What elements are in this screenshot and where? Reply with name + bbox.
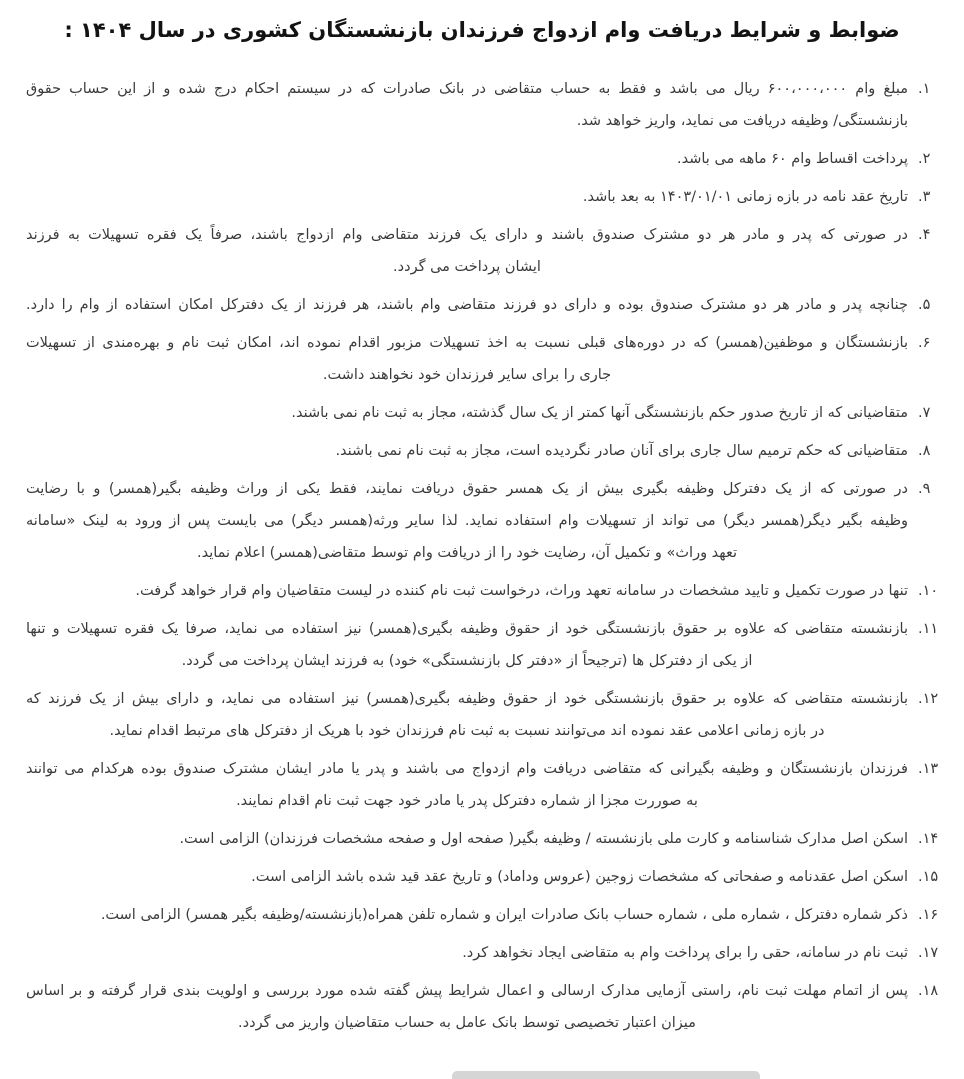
item-text xyxy=(26,575,908,607)
item-number: ۱۶. xyxy=(918,907,939,923)
item-text xyxy=(26,975,908,1039)
list-item xyxy=(26,289,944,321)
item-line: چنانچه پدر و مادر هر دو مشترک صندوق بوده و دارای دو فرزند متقاضی وام باشند، هر فرزند از یک دفترکل امکان استفاده از وام را دارد. xyxy=(26,297,908,313)
item-line: مبلغ وام ۶۰۰،۰۰۰،۰۰۰ ریال می باشد و فقط به حساب متقاضی در بانک صادرات که در سیستم احکام درج شده و از این حساب حقوق xyxy=(26,81,908,97)
item-line: اسکن اصل عقدنامه و صفحاتی که مشخصات زوجین (عروس وداماد) و تاریخ عقد قید شده باشد الزامی است. xyxy=(251,869,908,885)
item-text xyxy=(26,753,908,817)
item-number: ۶. xyxy=(918,335,931,351)
item-line: از یکی از دفترکل ها (ترجیحاً از «دفتر کل بازنشستگی» خود) به فرزند ایشان پرداخت می گردد. xyxy=(181,653,753,669)
item-number: ۳. xyxy=(918,189,931,205)
item-number: ۱۱. xyxy=(918,621,939,637)
item-text xyxy=(26,937,908,969)
list-item xyxy=(26,899,944,931)
list-item xyxy=(26,683,944,747)
item-line: تنها در صورت تکمیل و تایید مشخصات در سامانه تعهد وراث، درخواست ثبت نام کننده در لیست متقاضیان وام قرار خواهد گرفت. xyxy=(135,583,908,599)
item-line: ذکر شماره دفترکل ، شماره ملی ، شماره حساب بانک صادرات ایران و شماره تلفن همراه(بازنشسته/وظیفه بگیر همسر) الزامی است. xyxy=(100,907,908,923)
list-item xyxy=(26,73,944,137)
item-line: بازنشسته متقاضی که علاوه بر حقوق بازنشستگی خود از حقوق وظیفه بگیری(همسر) نیز استفاده می نماید، و دارای بیش از یک فرزند که xyxy=(26,691,908,707)
item-line: ثبت نام در سامانه، حقی را برای پرداخت وام به متقاضی ایجاد نخواهد کرد. xyxy=(462,945,908,961)
page-title: ضوابط و شرایط دریافت وام ازدواج فرزندان بازنشستگان کشوری در سال ۱۴۰۴ : xyxy=(64,18,900,42)
list-item xyxy=(26,575,944,607)
item-line: در بازه زمانی اعلامی عقد نموده اند می‌توانند نسبت به ثبت نام فرزندان خود با هریک از دفترکل های مرتبط اقدام نماید. xyxy=(109,723,825,739)
list-item xyxy=(26,823,944,855)
item-number: ۱۲. xyxy=(918,691,939,707)
item-number: ۱۸. xyxy=(918,983,939,999)
list-item xyxy=(26,143,944,175)
list-item xyxy=(26,861,944,893)
list-item xyxy=(26,937,944,969)
item-line: پرداخت اقساط وام ۶۰ ماهه می باشد. xyxy=(677,151,908,167)
item-text xyxy=(26,823,908,855)
item-line: در صورتی که از یک دفترکل وظیفه بگیری بیش از یک همسر حقوق دریافت نمایند، فقط یکی از وراث وظیفه بگیر(همسر) و با رضایت xyxy=(26,481,908,497)
bottom-gray-bar xyxy=(452,1071,760,1079)
item-number: ۷. xyxy=(918,405,931,421)
list-item xyxy=(26,473,944,569)
item-line: در صورتی که پدر و مادر هر دو مشترک صندوق باشند و دارای یک فرزند متقاضی وام ازدواج باشند، صرفاً یک فقره تسهیلات به فرزند xyxy=(26,227,908,243)
item-number: ۱۴. xyxy=(918,831,939,847)
item-text xyxy=(26,73,908,137)
item-text xyxy=(26,397,908,429)
list-item xyxy=(26,753,944,817)
list-item xyxy=(26,613,944,677)
item-line: بازنشسته متقاضی که علاوه بر حقوق بازنشستگی خود از حقوق وظیفه بگیری(همسر) نیز استفاده می نماید، صرفا یک فقره تسهیلات و تنها xyxy=(26,621,908,637)
item-line: تعهد وراث» و تکمیل آن، رضایت خود را از دریافت وام توسط متقاضی(همسر) اعلام نماید. xyxy=(196,545,738,561)
item-text xyxy=(26,473,908,569)
item-number: ۱۷. xyxy=(918,945,939,961)
item-line: متقاضیانی که از تاریخ صدور حکم بازنشستگی آنها کمتر از یک سال گذشته، مجاز به ثبت نام نمی باشند. xyxy=(291,405,908,421)
item-line: تاریخ عقد نامه در بازه زمانی ۱۴۰۳/۰۱/۰۱ به بعد باشد. xyxy=(582,189,908,205)
item-text xyxy=(26,181,908,213)
item-number: ۱۵. xyxy=(918,869,939,885)
item-line: بازنشستگان و موظفین(همسر) که در دوره‌های قبلی نسبت به اخذ تسهیلات مزبور اقدام نموده اند، امکان ثبت نام و بهره‌مندی از تسهیلات xyxy=(26,335,908,351)
list-item xyxy=(26,435,944,467)
item-text xyxy=(26,327,908,391)
item-text xyxy=(26,899,908,931)
item-number: ۴. xyxy=(918,227,931,243)
list-item xyxy=(26,975,944,1039)
item-number: ۵. xyxy=(918,297,931,313)
item-text xyxy=(26,289,908,321)
rules-list xyxy=(0,73,964,1039)
item-text xyxy=(26,861,908,893)
list-item xyxy=(26,397,944,429)
list-item xyxy=(26,181,944,213)
item-number: ۹. xyxy=(918,481,931,497)
list-item xyxy=(26,219,944,283)
item-number: ۱۰. xyxy=(918,583,939,599)
item-number: ۲. xyxy=(918,151,931,167)
item-text xyxy=(26,219,908,283)
item-number: ۸. xyxy=(918,443,931,459)
item-line: پس از اتمام مهلت ثبت نام، راستی آزمایی مدارک ارسالی و اعمال شرایط پیش گفته شده مورد بررسی و اولویت بندی قرار گرفته و بر اساس xyxy=(26,983,908,999)
item-number: ۱۳. xyxy=(918,761,939,777)
item-line: متقاضیانی که حکم ترمیم سال جاری برای آنان صادر نگردیده است، مجاز به ثبت نام نمی باشند. xyxy=(335,443,908,459)
item-text xyxy=(26,683,908,747)
item-number: ۱. xyxy=(918,81,931,97)
item-line: بازنشستگی/ وظیفه دریافت می نماید، واریز خواهد شد. xyxy=(576,113,908,129)
item-line: فرزندان بازنشستگان و وظیفه بگیرانی که متقاضی دریافت وام ازدواج می باشند و پدر یا مادر ایشان مشترک صندوق بوده هرکدام می توانند xyxy=(26,761,908,777)
item-text xyxy=(26,143,908,175)
item-line: جاری را برای سایر فرزندان خود نخواهند داشت. xyxy=(322,367,612,383)
item-line: اسکن اصل مدارک شناسنامه و کارت ملی بازنشسته / وظیفه بگیر( صفحه اول و صفحه مشخصات فرزندان) الزامی است. xyxy=(179,831,908,847)
item-line: ایشان پرداخت می گردد. xyxy=(393,259,541,275)
item-line: وظیفه بگیر دیگر(همسر دیگر) می تواند از تسهیلات وام استفاده نماید. لذا سایر ورثه(همسر دیگر) می بایست پس از ورود به لینک «سامانه xyxy=(26,513,908,529)
list-item xyxy=(26,327,944,391)
item-line: میزان اعتبار تخصیصی توسط بانک عامل به حساب متقاضیان واریز می گردد. xyxy=(238,1015,696,1031)
item-text xyxy=(26,435,908,467)
item-text xyxy=(26,613,908,677)
item-line: به صوررت مجزا از شماره دفترکل پدر یا مادر خود جهت ثبت نام اقدام نمایند. xyxy=(236,793,698,809)
